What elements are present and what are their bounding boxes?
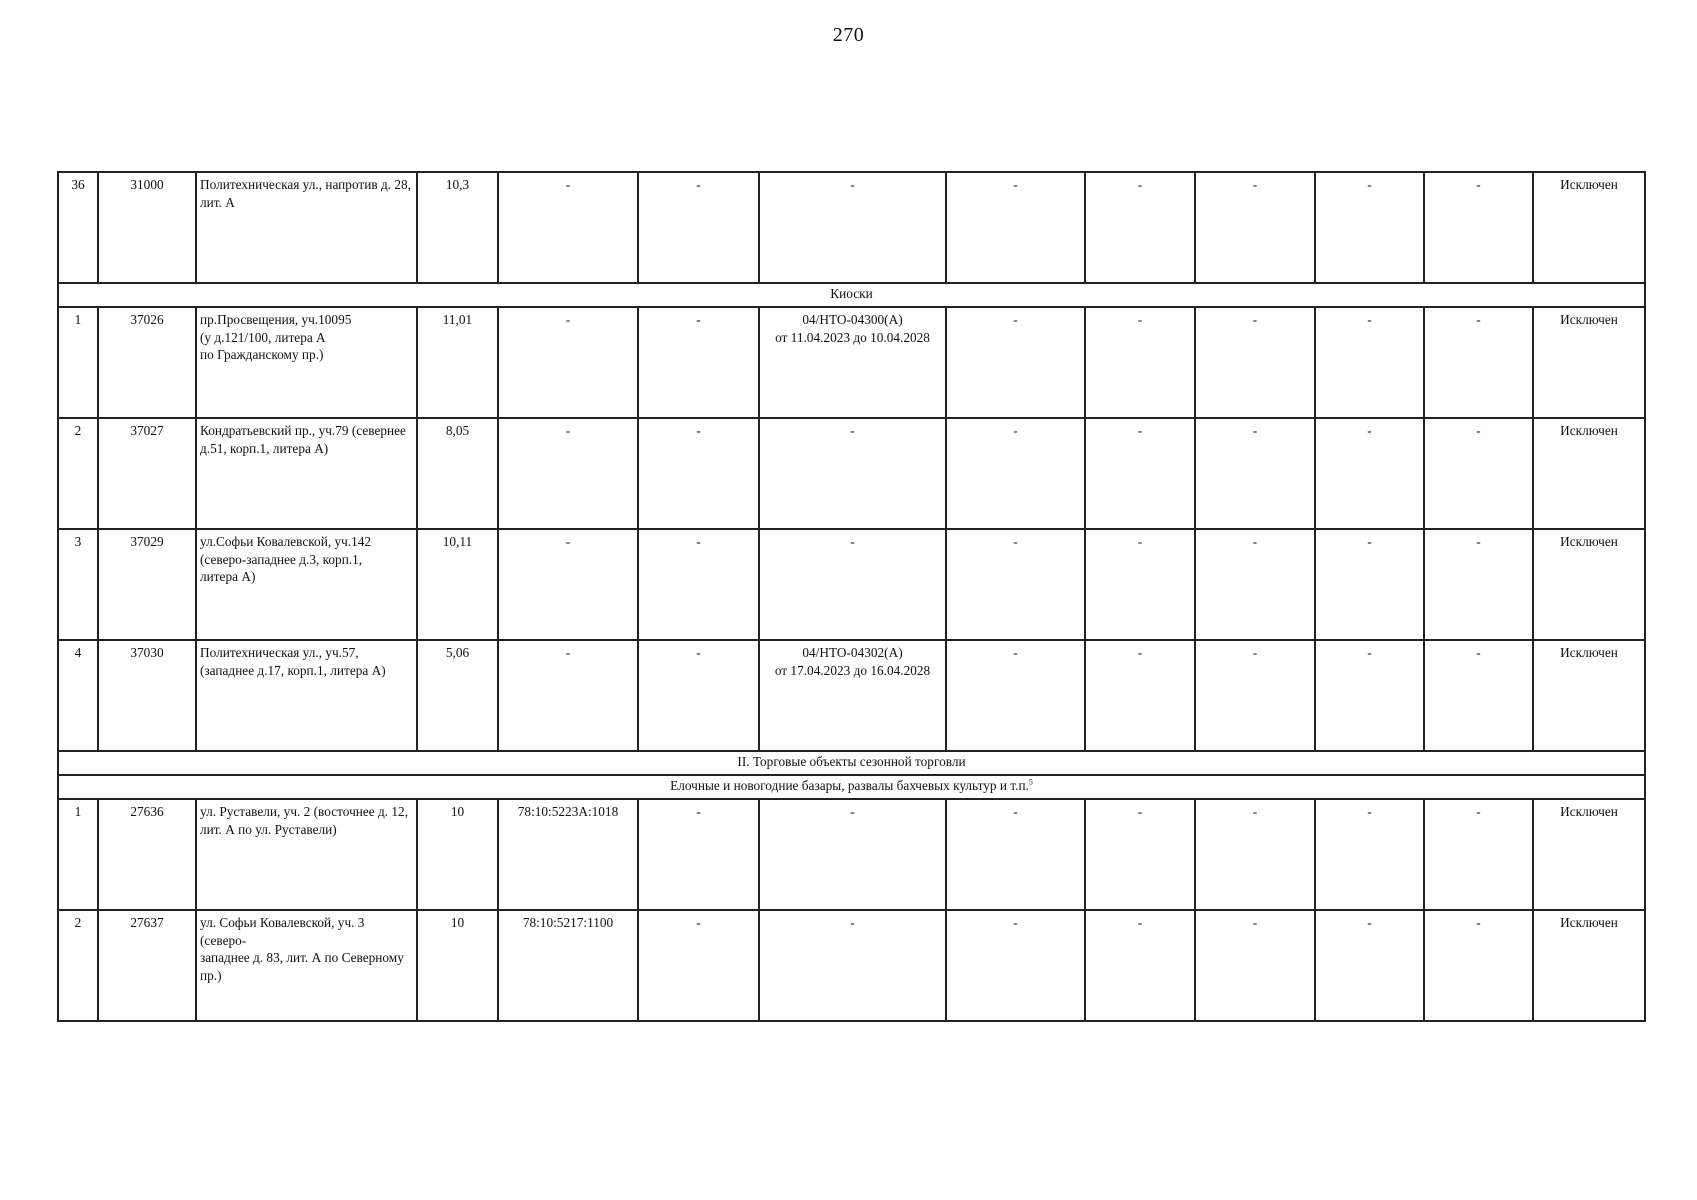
object-code: 37030	[98, 640, 196, 751]
permit-info-line: -	[850, 534, 855, 549]
cell-col12: -	[1424, 640, 1533, 751]
cell-col12: -	[1424, 529, 1533, 640]
object-address-line: ул. Софьи Ковалевской, уч. 3 (северо-	[200, 915, 365, 948]
object-status: Исключен	[1533, 640, 1645, 751]
object-address-line: западнее д. 83, лит. А по Северному	[200, 950, 404, 966]
object-area: 10,11	[417, 529, 498, 640]
cadastral-number: 78:10:5217:1100	[498, 910, 638, 1021]
cadastral-number: -	[498, 640, 638, 751]
object-address-line: по Гражданскому пр.)	[200, 347, 324, 363]
permit-info	[759, 172, 946, 283]
object-address-line: (западнее д.17, корп.1, литера А)	[200, 662, 386, 678]
object-code: 27636	[98, 799, 196, 910]
cell-col11: -	[1315, 799, 1424, 910]
cell-col12: -	[1424, 307, 1533, 418]
permit-info-line: -	[850, 915, 855, 930]
cell-col6: -	[638, 640, 759, 751]
cell-col9: -	[1085, 307, 1195, 418]
section-row	[58, 775, 1645, 799]
section-row	[58, 751, 1645, 775]
cell-col10: -	[1195, 799, 1315, 910]
cell-col11: -	[1315, 640, 1424, 751]
cell-col8: -	[946, 799, 1085, 910]
object-status: Исключен	[1533, 307, 1645, 418]
object-code: 31000	[98, 172, 196, 283]
section-heading-text: Елочные и новогодние базары, развалы бахчевых культур и т.п.	[670, 778, 1029, 793]
section-heading-text: II. Торговые объекты сезонной торговли	[737, 754, 966, 769]
permit-info	[759, 307, 946, 418]
table-row	[58, 799, 1645, 910]
cell-col12: -	[1424, 172, 1533, 283]
object-area: 10	[417, 799, 498, 910]
object-area: 10,3	[417, 172, 498, 283]
object-status: Исключен	[1533, 172, 1645, 283]
cell-col8: -	[946, 172, 1085, 283]
cell-col8: -	[946, 307, 1085, 418]
cell-col11: -	[1315, 529, 1424, 640]
cell-col9: -	[1085, 640, 1195, 751]
cadastral-number: -	[498, 529, 638, 640]
object-address	[196, 529, 417, 640]
cell-col9: -	[1085, 799, 1195, 910]
cell-col10: -	[1195, 910, 1315, 1021]
permit-info-line: от 17.04.2023 до 16.04.2028	[774, 662, 931, 678]
object-status: Исключен	[1533, 910, 1645, 1021]
object-address-line: д.51, корп.1, литера А)	[200, 440, 329, 456]
permit-info	[759, 910, 946, 1021]
permit-info-line: -	[850, 423, 855, 438]
table-row	[58, 418, 1645, 529]
cell-col8: -	[946, 529, 1085, 640]
object-address	[196, 640, 417, 751]
object-address-line: ул.Софьи Ковалевской, уч.142	[200, 534, 372, 549]
object-code: 37026	[98, 307, 196, 418]
cell-col9: -	[1085, 529, 1195, 640]
cadastral-number: -	[498, 418, 638, 529]
section-heading	[58, 775, 1645, 799]
cell-col9: -	[1085, 418, 1195, 529]
permit-info	[759, 640, 946, 751]
permit-info	[759, 418, 946, 529]
object-address-line: литера А)	[200, 569, 256, 585]
object-address-line: ул. Руставели, уч. 2 (восточнее д. 12,	[200, 804, 409, 819]
permit-info-line: -	[850, 804, 855, 819]
table-body	[58, 172, 1645, 1021]
cell-col12: -	[1424, 910, 1533, 1021]
cell-col6: -	[638, 418, 759, 529]
section-row	[58, 283, 1645, 307]
footnote-marker: 5	[1028, 777, 1033, 787]
cell-col6: -	[638, 172, 759, 283]
cadastral-number: -	[498, 307, 638, 418]
object-area: 8,05	[417, 418, 498, 529]
cell-col11: -	[1315, 172, 1424, 283]
cell-col8: -	[946, 910, 1085, 1021]
table-row	[58, 529, 1645, 640]
row-number: 2	[58, 418, 98, 529]
object-address	[196, 307, 417, 418]
object-code: 37027	[98, 418, 196, 529]
permit-info-line: 04/НТО-04302(А)	[802, 645, 903, 660]
cell-col6: -	[638, 307, 759, 418]
cell-col8: -	[946, 640, 1085, 751]
object-code: 27637	[98, 910, 196, 1021]
cell-col11: -	[1315, 307, 1424, 418]
object-address	[196, 418, 417, 529]
section-heading	[58, 751, 1645, 775]
row-number: 3	[58, 529, 98, 640]
table-row	[58, 910, 1645, 1021]
cell-col6: -	[638, 910, 759, 1021]
object-address	[196, 799, 417, 910]
object-area: 10	[417, 910, 498, 1021]
section-heading	[58, 283, 1645, 307]
permit-info-line: от 11.04.2023 до 10.04.2028	[775, 329, 930, 345]
permit-info-line: 04/НТО-04300(А)	[802, 312, 903, 327]
row-number: 36	[58, 172, 98, 283]
object-address	[196, 172, 417, 283]
permit-info	[759, 529, 946, 640]
row-number: 4	[58, 640, 98, 751]
cell-col8: -	[946, 418, 1085, 529]
object-status: Исключен	[1533, 799, 1645, 910]
section-heading-text: Киоски	[830, 286, 873, 301]
object-area: 11,01	[417, 307, 498, 418]
object-address-line: (у д.121/100, литера А	[200, 329, 326, 345]
cell-col10: -	[1195, 640, 1315, 751]
cell-col9: -	[1085, 910, 1195, 1021]
object-address-line: Кондратьевский пр., уч.79 (севернее	[200, 423, 406, 438]
cadastral-number: -	[498, 172, 638, 283]
permit-info	[759, 799, 946, 910]
object-address	[196, 910, 417, 1021]
registry-table	[57, 171, 1646, 1022]
object-address-line: Политехническая ул., напротив д. 28,	[200, 177, 411, 192]
row-number: 2	[58, 910, 98, 1021]
object-address-line: (северо-западнее д.3, корп.1,	[200, 551, 363, 567]
cell-col10: -	[1195, 307, 1315, 418]
cell-col9: -	[1085, 172, 1195, 283]
permit-info-line: -	[850, 177, 855, 192]
table-row	[58, 640, 1645, 751]
table-row	[58, 307, 1645, 418]
object-code: 37029	[98, 529, 196, 640]
cell-col6: -	[638, 529, 759, 640]
object-area: 5,06	[417, 640, 498, 751]
cell-col10: -	[1195, 418, 1315, 529]
page-number: 270	[832, 24, 865, 46]
cell-col10: -	[1195, 529, 1315, 640]
object-address-line: пр.)	[200, 967, 222, 983]
object-address-line: лит. А	[200, 194, 235, 210]
row-number: 1	[58, 307, 98, 418]
cell-col10: -	[1195, 172, 1315, 283]
cell-col12: -	[1424, 418, 1533, 529]
cell-col11: -	[1315, 910, 1424, 1021]
row-number: 1	[58, 799, 98, 910]
cell-col6: -	[638, 799, 759, 910]
object-address-line: лит. А по ул. Руставели)	[200, 821, 337, 837]
table-row	[58, 172, 1645, 283]
cell-col12: -	[1424, 799, 1533, 910]
object-address-line: Политехническая ул., уч.57,	[200, 645, 359, 660]
object-status: Исключен	[1533, 418, 1645, 529]
object-status: Исключен	[1533, 529, 1645, 640]
cell-col11: -	[1315, 418, 1424, 529]
cadastral-number: 78:10:5223А:1018	[498, 799, 638, 910]
object-address-line: пр.Просвещения, уч.10095	[200, 312, 352, 327]
